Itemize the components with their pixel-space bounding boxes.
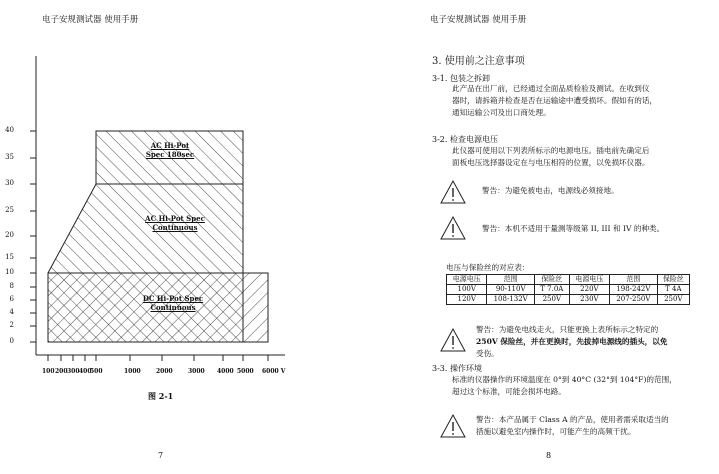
y-tick-label: 8 bbox=[9, 282, 14, 290]
x-tick-label: 500 bbox=[90, 368, 103, 375]
table-cell: 207-250V bbox=[610, 295, 658, 305]
warning-icon bbox=[440, 328, 466, 352]
table-row bbox=[447, 295, 690, 305]
table-header-row bbox=[447, 275, 690, 285]
warning-4-line: 警告：本产品属于 Class A 的产品，使用者需采取适当的 bbox=[476, 415, 669, 424]
x-tick-label: 1000 bbox=[124, 368, 141, 375]
y-tick-label: 40 bbox=[5, 126, 14, 134]
y-tick-label: 4 bbox=[9, 308, 14, 316]
x-tick-label: 3000 bbox=[188, 368, 205, 375]
table-cell: T 7.0A bbox=[534, 285, 569, 295]
table-cell: 90-110V bbox=[487, 285, 535, 295]
x-tick-label: 5000 bbox=[237, 368, 254, 375]
y-tick-label: 25 bbox=[5, 206, 14, 214]
x-tick-label: 400 bbox=[79, 368, 92, 375]
table-header-cell: 电源电压 bbox=[569, 275, 609, 285]
table-header-cell: 保险丝 bbox=[657, 275, 689, 285]
left-page-header: 电子安规测试器 使用手册 bbox=[42, 15, 139, 25]
region-label-line: AC Hi-Pot bbox=[150, 141, 190, 150]
x-tick-label: 300 bbox=[67, 368, 80, 375]
s31-title: 3-1. 包装之拆卸 bbox=[432, 74, 490, 83]
s31-line: 通知运输公司及出口商处理。 bbox=[452, 108, 551, 117]
s33-line: 超过这个标准，可能会损坏电路。 bbox=[452, 387, 566, 396]
right-page-number: 8 bbox=[546, 451, 552, 460]
region-label-line: DC Hi-Pot Spec bbox=[142, 294, 204, 303]
region-label-line: Continuous bbox=[150, 303, 196, 312]
s31-line: 此产品在出厂前，已经通过全面品质检验及测试。在收到仪 bbox=[452, 84, 650, 93]
s32-line: 面板电压选择器设定在与电压相符的位置，以免损坏仪器。 bbox=[452, 158, 650, 167]
fuse-table bbox=[446, 274, 690, 305]
table-cell: 250V bbox=[657, 295, 689, 305]
table-header-cell: 范围 bbox=[610, 275, 658, 285]
warning-icon bbox=[440, 180, 466, 204]
y-tick-label: 35 bbox=[5, 153, 14, 161]
s33-title: 3-3. 操作环境 bbox=[432, 364, 482, 373]
warning-4-text bbox=[476, 414, 669, 438]
region-label-line: AC Hi-Pot Spec bbox=[145, 214, 205, 223]
x-tick-label: 100 bbox=[42, 368, 55, 375]
table-cell: 198-242V bbox=[610, 285, 658, 295]
warning-1-text: 警告：为避免被电击，电源线必须接地。 bbox=[482, 186, 619, 195]
warning-3-line: 250V 保险丝，并在更换时，先拔掉电源线的插头，以免 bbox=[476, 337, 668, 346]
s32-title: 3-2. 检查电源电压 bbox=[432, 135, 498, 144]
y-tick-label: 6 bbox=[9, 295, 14, 303]
y-tick-label: 30 bbox=[5, 179, 14, 187]
left-page-number: 7 bbox=[158, 451, 164, 460]
table-cell: 120V bbox=[447, 295, 487, 305]
y-tick-label: 15 bbox=[5, 253, 14, 261]
y-tick-label: 10 bbox=[5, 268, 14, 276]
region-label-line: Continuous bbox=[152, 223, 198, 232]
table-header-cell: 保险丝 bbox=[534, 275, 569, 285]
s31-line: 器时，请拆箱并检查是否在运输途中遭受损坏。假如有的话， bbox=[452, 96, 658, 105]
x-tick-label: 6000 V bbox=[262, 368, 286, 375]
table-cell: 220V bbox=[569, 285, 609, 295]
table-row bbox=[447, 285, 690, 295]
y-tick-label: 20 bbox=[5, 231, 14, 239]
table-cell: 108-132V bbox=[487, 295, 535, 305]
table-cell: T 4A bbox=[657, 285, 689, 295]
x-tick-label: 200 bbox=[55, 368, 68, 375]
s32-line: 此仪器可使用以下列表所标示的电源电压。插电前先确定后 bbox=[452, 146, 650, 155]
warning-3-line: 警告：为避免电线走火，只能更换上表所标示之特定的 bbox=[476, 325, 659, 334]
x-tick-label: 4000 bbox=[217, 368, 234, 375]
table-cell: 230V bbox=[569, 295, 609, 305]
table-header-cell: 电源电压 bbox=[447, 275, 487, 285]
figure-caption: 图 2-1 bbox=[148, 391, 174, 401]
table-cell: 250V bbox=[534, 295, 569, 305]
right-page-header: 电子安规测试器 使用手册 bbox=[430, 15, 527, 25]
warning-2-text: 警告：本机不适用于量测等级第 II, III 和 IV 的种类。 bbox=[482, 224, 665, 233]
warning-4-line: 措施以避免室内操作时，可能产生的高频干扰。 bbox=[476, 427, 636, 436]
region-label bbox=[120, 141, 220, 159]
region-label-line: Spec 180sec bbox=[145, 150, 195, 159]
s32-body bbox=[452, 145, 649, 169]
s33-body bbox=[452, 374, 677, 398]
warning-icon bbox=[440, 414, 466, 438]
table-header-cell: 范围 bbox=[487, 275, 535, 285]
s33-line: 标准的仪器操作的环境温度在 0°到 40°C (32°到 104°F)的范围， bbox=[452, 375, 677, 384]
x-tick-label: 2000 bbox=[156, 368, 173, 375]
table-caption: 电压与保险丝的对应表： bbox=[446, 263, 530, 272]
table-cell: 100V bbox=[447, 285, 487, 295]
y-tick-label: 2 bbox=[9, 321, 14, 329]
warning-3-text bbox=[476, 324, 667, 360]
warning-3-line: 受伤。 bbox=[476, 349, 499, 358]
region-label bbox=[118, 294, 228, 312]
region-label bbox=[120, 214, 230, 232]
warning-icon bbox=[440, 216, 466, 240]
s31-body bbox=[452, 83, 657, 119]
y-tick-label: 0 bbox=[9, 337, 14, 345]
section-title: 3. 使用前之注意事项 bbox=[432, 56, 525, 67]
